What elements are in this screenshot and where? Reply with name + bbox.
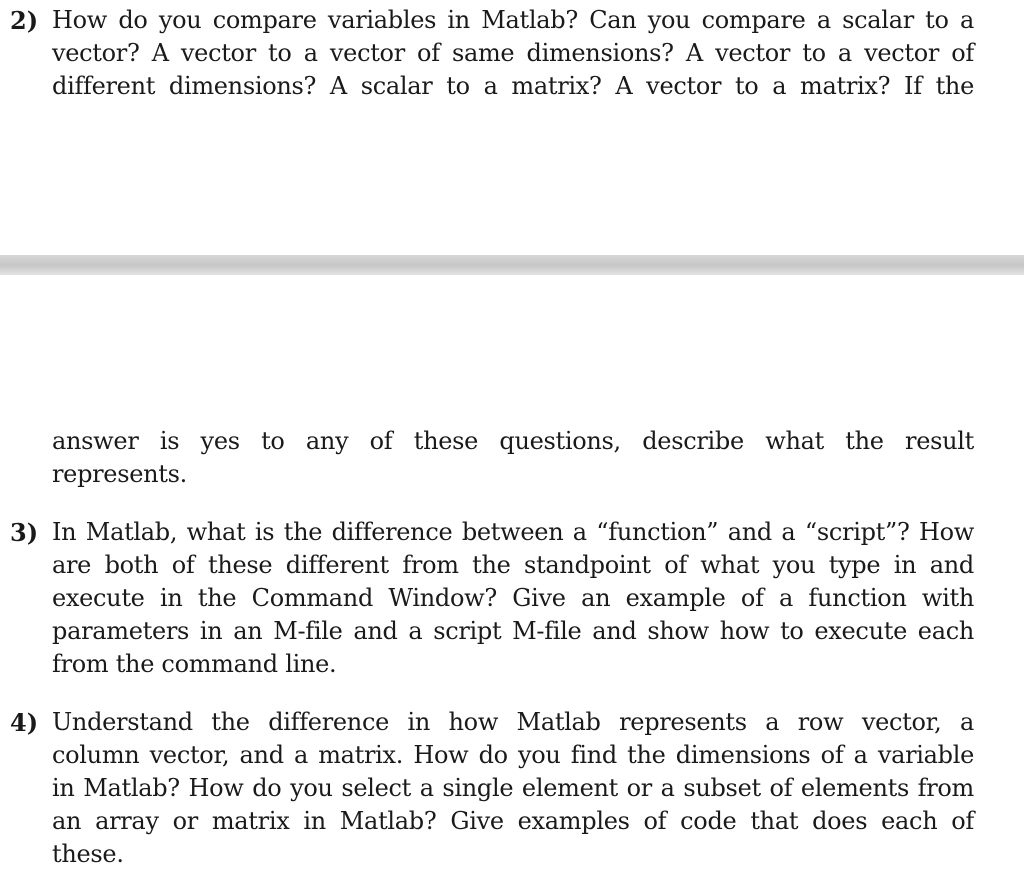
question-text: [52, 4, 974, 103]
text-line: represents.: [52, 460, 187, 488]
text-line: execute in the Command Window? Give an example of a function with: [52, 584, 974, 612]
question-text: [52, 516, 974, 681]
text-line: vector? A vector to a vector of same dimensions? A vector to a vector of: [52, 39, 974, 67]
text-line: these.: [52, 840, 124, 868]
text-line: different dimensions? A scalar to a matrix? A vector to a matrix? If the: [52, 72, 974, 100]
text-line: Understand the difference in how Matlab represents a row vector, a: [52, 708, 974, 736]
text-line: parameters in an M-file and a script M-file and show how to execute each: [52, 617, 974, 645]
text-line: column vector, and a matrix. How do you find the dimensions of a variable: [52, 741, 974, 769]
text-line: answer is yes to any of these questions, describe what the result: [52, 427, 974, 455]
question-text: [52, 706, 974, 871]
text-line: are both of these different from the standpoint of what you type in and: [52, 551, 974, 579]
question-number: 4): [10, 708, 39, 737]
question-number: 2): [10, 6, 39, 35]
text-line: How do you compare variables in Matlab? Can you compare a scalar to a: [52, 6, 974, 34]
text-line: from the command line.: [52, 650, 337, 678]
text-line: In Matlab, what is the difference between a “function” and a “script”? How: [52, 518, 974, 546]
question-text: [52, 425, 974, 491]
text-line: in Matlab? How do you select a single element or a subset of elements from: [52, 774, 974, 802]
page-break-divider: [0, 255, 1024, 275]
question-number: 3): [10, 518, 39, 547]
text-line: an array or matrix in Matlab? Give examples of code that does each of: [52, 807, 974, 835]
